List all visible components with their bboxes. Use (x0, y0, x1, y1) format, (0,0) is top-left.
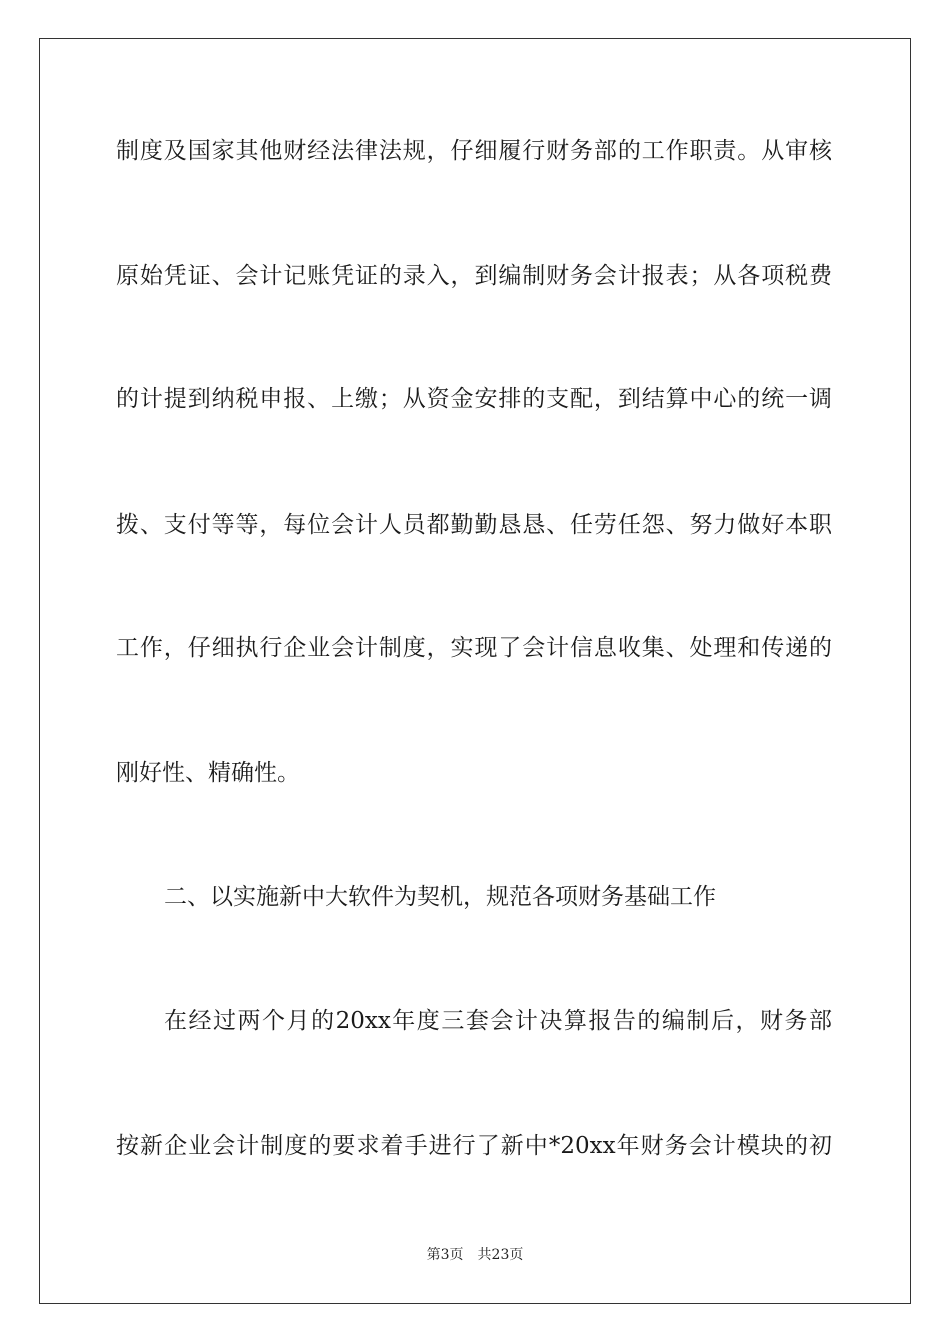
page-footer (0, 1245, 950, 1265)
body-text-line-3: 的计提到纳税申报、上缴；从资金安排的支配，到结算中心的统一调 (116, 386, 832, 412)
page-border (39, 38, 911, 1304)
body-text-line-5: 工作，仔细执行企业会计制度，实现了会计信息收集、处理和传递的 (116, 635, 832, 661)
body-text-line-4: 拨、支付等等，每位会计人员都勤勤恳恳、任劳任怨、努力做好本职 (116, 512, 832, 538)
section-heading: 二、以实施新中大软件为契机，规范各项财务基础工作 (164, 884, 716, 910)
body-text-line-8: 在经过两个月的20xx年度三套会计决算报告的编制后，财务部 (164, 1008, 832, 1034)
body-text-line-6: 刚好性、精确性。 (116, 760, 300, 786)
page-number-current: 第3页 (426, 1247, 464, 1263)
page-number-total: 共23页 (477, 1247, 524, 1263)
body-text-line-1: 制度及国家其他财经法律法规，仔细履行财务部的工作职责。从审核 (116, 138, 832, 164)
body-text-line-2: 原始凭证、会计记账凭证的录入，到编制财务会计报表；从各项税费 (116, 263, 832, 289)
body-text-line-9: 按新企业会计制度的要求着手进行了新中*20xx年财务会计模块的初 (116, 1133, 832, 1159)
